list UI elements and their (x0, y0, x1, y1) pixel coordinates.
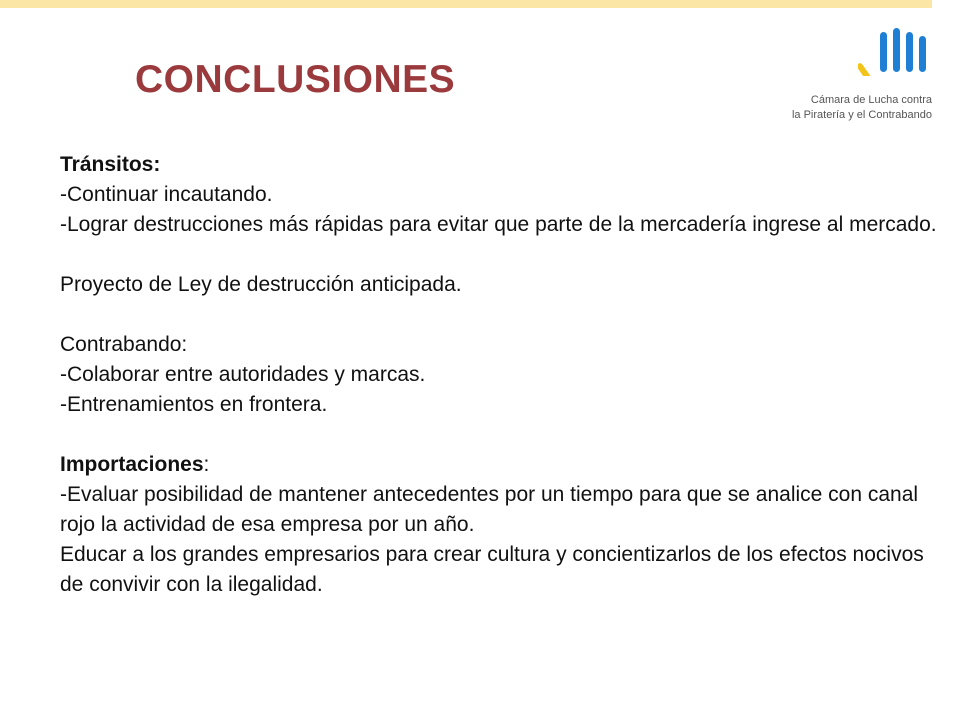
importaciones-item-1: -Evaluar posibilidad de mantener antecedentes por un tiempo para que se analice con canal rojo la actividad de esa empresa por un año. (60, 483, 919, 536)
logo-text (792, 93, 932, 123)
slide-title: CONCLUSIONES (135, 58, 456, 101)
top-accent-bar (0, 0, 932, 8)
logo-text-line2: la Piratería y el Contrabando (791, 109, 932, 121)
slide-body (60, 150, 940, 600)
transitos-item-2: -Lograr destrucciones más rápidas para evitar que parte de la mercadería ingrese al mercado. (60, 213, 937, 236)
transitos-heading: Tránsitos: (60, 153, 161, 176)
logo-accent-mark (858, 62, 872, 76)
logo-text-line1: Cámara de Lucha contra (810, 94, 932, 106)
logo-bar-4 (919, 36, 926, 72)
logo-bars-icon (858, 26, 938, 76)
contrabando-item-2: -Entrenamientos en frontera. (60, 393, 328, 416)
spacer (60, 240, 940, 270)
spacer (60, 420, 940, 450)
logo-bar-2 (893, 28, 900, 72)
contrabando-item-1: -Colaborar entre autoridades y marcas. (60, 363, 426, 386)
contrabando-heading: Contrabando: (60, 333, 188, 356)
organization-logo (791, 26, 940, 126)
spacer (60, 300, 940, 330)
proyecto-ley: Proyecto de Ley de destrucción anticipada. (60, 273, 462, 296)
importaciones-heading: Importaciones (60, 453, 204, 476)
importaciones-heading-line (60, 450, 940, 480)
importaciones-item-2: Educar a los grandes empresarios para crear cultura y concientizarlos de los efectos nocivos de convivir con la ilegalidad. (60, 543, 924, 596)
logo-bar-3 (906, 32, 913, 72)
transitos-item-1: -Continuar incautando. (60, 183, 273, 206)
logo-bar-1 (880, 32, 887, 72)
importaciones-colon: : (203, 453, 210, 476)
